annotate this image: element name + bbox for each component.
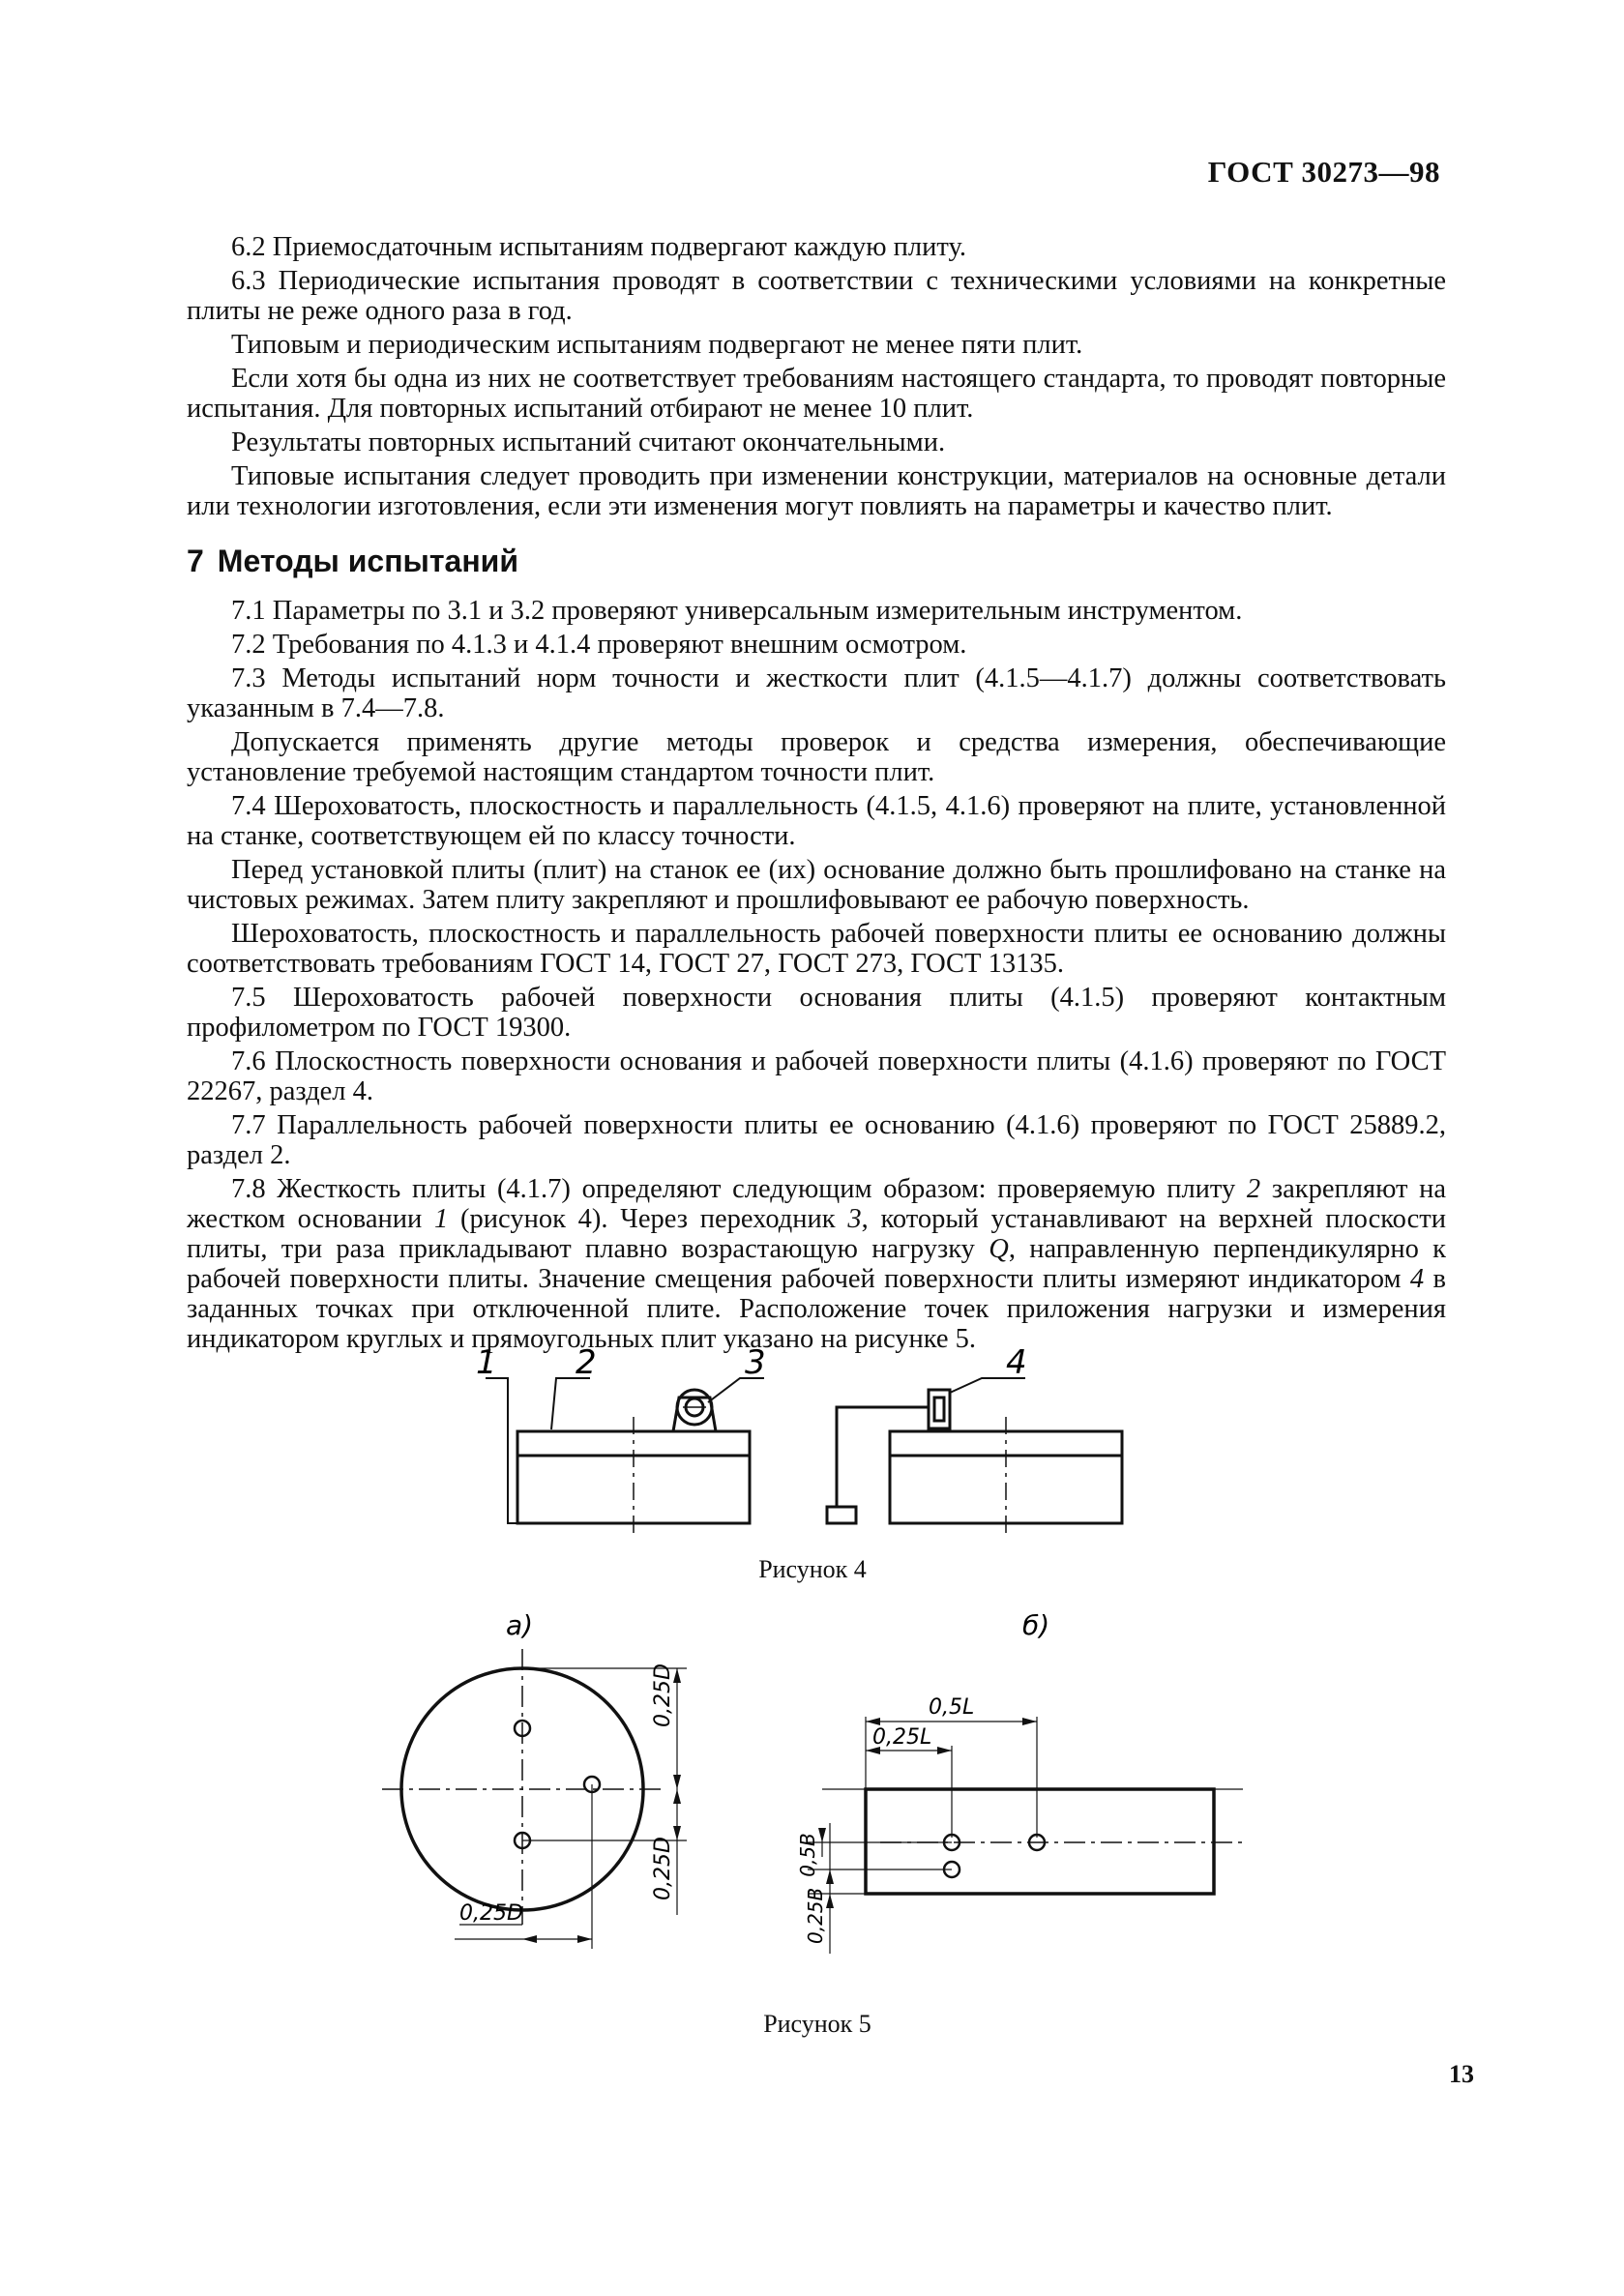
paragraph-roughness: Шероховатость, плоскостность и параллельность рабочей поверхности плиты ее основанию должны соответствовать требованиям ГОСТ 14, ГОСТ 27, ГОСТ 273, ГОСТ 13135.: [187, 919, 1446, 979]
paragraph-7-1: 7.1 Параметры по 3.1 и 3.2 проверяют универсальным измерительным инструментом.: [231, 596, 1243, 626]
section-heading: Методы испытаний: [217, 544, 518, 578]
fig4-label-3: 3: [745, 1343, 766, 1382]
figure-5-caption: Рисунок 5: [763, 2010, 871, 2038]
document-code: ГОСТ 30273—98: [1207, 155, 1440, 189]
fig4-label-4: 4: [1006, 1343, 1027, 1382]
fig5-dim-b-quarter-l: 0,25L: [872, 1725, 932, 1750]
paragraph-final: Результаты повторных испытаний считают окончательными.: [231, 427, 946, 457]
paragraph-before-install: Перед установкой плиты (плит) на станок ее (их) основание должно быть прошлифовано на станке на чистовых режимах. Затем плиту закрепляют и прошлифовывают ее рабочую поверхность.: [187, 855, 1446, 915]
paragraph-7-6: 7.6 Плоскостность поверхности основания и рабочей поверхности плиты (4.1.6) проверяют по ГОСТ 22267, раздел 4.: [187, 1046, 1446, 1106]
paragraph-7-5: 7.5 Шероховатость рабочей поверхности основания плиты (4.1.5) проверяют контактным профилометром по ГОСТ 19300.: [187, 983, 1446, 1043]
paragraph-6-3: 6.3 Периодические испытания проводят в соответствии с техническими условиями на конкретные плиты не реже одного раза в год.: [187, 266, 1446, 326]
fig5-dim-a-top: 0,25D: [651, 1663, 675, 1727]
paragraph-7-4: 7.4 Шероховатость, плоскостность и параллельность (4.1.5, 4.1.6) проверяют на плите, установленной на станке, соответствующем ей по классу точности.: [187, 791, 1446, 851]
paragraph-7-7: 7.7 Параллельность рабочей поверхности плиты ее основанию (4.1.6) проверяют по ГОСТ 25889.2, раздел 2.: [187, 1110, 1446, 1170]
paragraph-7-2: 7.2 Требования по 4.1.3 и 4.1.4 проверяют внешним осмотром.: [231, 630, 967, 660]
paragraph-repeat: Если хотя бы одна из них не соответствует требованиям настоящего стандарта, то проводят повторные испытания. Для повторных испытаний отбирают не менее 10 плит.: [187, 364, 1446, 424]
fig4-label-1: 1: [476, 1343, 497, 1382]
body-text: [187, 232, 1446, 1358]
fig5-sub-b: б): [1022, 1609, 1050, 1641]
fig5-dim-a-bottom: 0,25D: [651, 1837, 675, 1900]
figure-4-caption: Рисунок 4: [758, 1555, 867, 1583]
section-title: [187, 546, 1446, 576]
paragraph-other-methods: Допускается применять другие методы проверок и средства измерения, обеспечивающие установление требуемой настоящим стандартом точности плит.: [187, 727, 1446, 787]
paragraph-7-3: 7.3 Методы испытаний норм точности и жесткости плит (4.1.5—4.1.7) должны соответствовать указанным в 7.4—7.8.: [187, 663, 1446, 723]
section-number: 7: [187, 544, 204, 578]
figure-5-diagram: [368, 1596, 1267, 1973]
paragraph-type-tests: Типовые испытания следует проводить при изменении конструкции, материалов на основные детали или технологии изготовления, если эти изменения могут повлиять на параметры и качество плит.: [187, 461, 1446, 521]
paragraph-typical: Типовым и периодическим испытаниям подвергают не менее пяти плит.: [231, 330, 1083, 360]
page-number: 13: [1449, 2060, 1474, 2088]
fig5-dim-b-half-b: 0,5B: [796, 1833, 819, 1877]
paragraph-7-8: 7.8 Жесткость плиты (4.1.7) определяют следующим образом: проверяемую плиту 2 закрепляют на жестком основании 1 (рисунок 4). Через переходник 3, который устанавливают на верхней плоскости плиты, три раза прикладывают плавно возрастающую нагрузку Q, направленную перпендикулярно к рабочей поверхности плиты. Значение смещения рабочей поверхности плиты измеряют индикатором 4 в заданных точках при отключенной плите. Расположение точек приложения нагрузки и измерения индикатором круглых и прямоугольных плит указано на рисунке 5.: [187, 1174, 1446, 1354]
fig5-dim-b-quarter-b: 0,25B: [804, 1887, 827, 1944]
fig5-dim-a-horizontal: 0,25D: [459, 1901, 523, 1926]
fig4-label-2: 2: [576, 1343, 597, 1382]
fig5-dim-b-half-l: 0,5L: [929, 1695, 975, 1720]
fig5-sub-a: а): [506, 1609, 534, 1641]
paragraph-6-2: 6.2 Приемосдаточным испытаниям подвергают каждую плиту.: [231, 232, 967, 262]
figure-4-diagram: [455, 1330, 1190, 1543]
